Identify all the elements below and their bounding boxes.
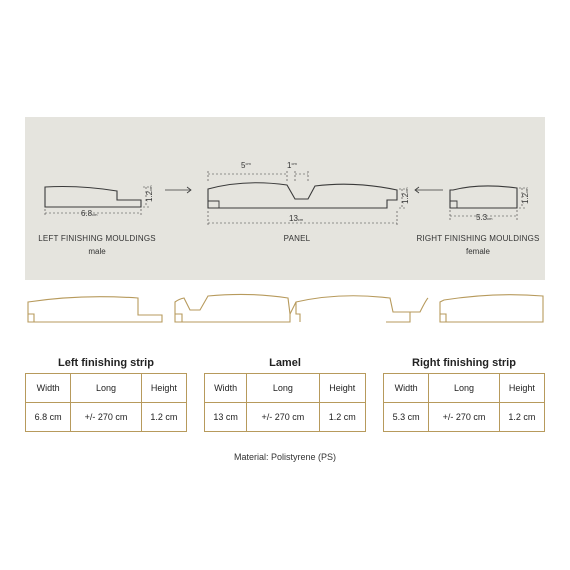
table-header-cell: Width xyxy=(205,374,247,403)
table-header-cell: Long xyxy=(429,374,500,403)
gold-right-moulding xyxy=(440,295,543,322)
table-header-cell: Height xyxy=(499,374,544,403)
right-moulding-title: RIGHT FINISHING MOULDINGS xyxy=(416,234,540,243)
gold-left-moulding xyxy=(28,297,162,322)
panel-title: PANEL xyxy=(283,234,311,243)
table-row xyxy=(26,403,187,432)
table-header-cell: Width xyxy=(26,374,71,403)
table-cell: +/- 270 cm xyxy=(429,403,500,432)
spec-table-right xyxy=(383,373,545,432)
table-header-cell: Width xyxy=(384,374,429,403)
left-height-dim: 1.2cm xyxy=(145,185,154,202)
right-height-dim: 1.2cm xyxy=(521,187,530,204)
spec-table-center xyxy=(204,373,366,432)
left-moulding-profile xyxy=(45,187,141,208)
arrow-to-panel-right xyxy=(415,187,443,193)
table-cell: 13 cm xyxy=(205,403,247,432)
table-header-cell: Height xyxy=(141,374,186,403)
arrow-to-panel-left xyxy=(165,187,191,193)
table-cell: +/- 270 cm xyxy=(71,403,142,432)
table-title-center: Lamel xyxy=(269,357,301,369)
right-width-dim: 5.3cm xyxy=(476,213,493,222)
left-moulding-subtitle: male xyxy=(88,247,106,256)
table-row xyxy=(384,403,545,432)
panel-top-dim-b: $1^{cm}$ xyxy=(287,161,297,170)
table-header-cell: Long xyxy=(247,374,319,403)
table-row xyxy=(205,374,366,403)
table-header-cell: Long xyxy=(71,374,142,403)
assembled-profile-strip xyxy=(0,288,570,328)
table-cell: 1.2 cm xyxy=(499,403,544,432)
table-row xyxy=(205,403,366,432)
left-width-dim: 6.8cm xyxy=(81,209,98,218)
panel-top-dim-a: $5^{cm}$ xyxy=(241,161,251,170)
panel-height-dim: 1.2cm xyxy=(401,187,410,204)
panel-profile xyxy=(208,183,397,208)
table-row xyxy=(26,374,187,403)
profile-diagram-panel xyxy=(25,117,545,280)
table-header-cell: Height xyxy=(319,374,365,403)
table-row xyxy=(384,374,545,403)
table-cell: 6.8 cm xyxy=(26,403,71,432)
panel-width-dim: 13cm xyxy=(289,214,304,223)
material-note: Material: Polistyrene (PS) xyxy=(233,452,337,462)
right-moulding-subtitle: female xyxy=(465,247,490,256)
table-cell: +/- 270 cm xyxy=(247,403,319,432)
left-moulding-title: LEFT FINISHING MOULDINGS xyxy=(38,234,156,243)
gold-panel-2 xyxy=(290,296,410,322)
table-title-left: Left finishing strip xyxy=(58,357,154,369)
gold-panel-1 xyxy=(175,294,290,322)
table-cell: 5.3 cm xyxy=(384,403,429,432)
table-title-right: Right finishing strip xyxy=(412,357,516,369)
table-cell: 1.2 cm xyxy=(319,403,365,432)
spec-table-left xyxy=(25,373,187,432)
right-moulding-profile xyxy=(450,186,517,208)
table-cell: 1.2 cm xyxy=(141,403,186,432)
